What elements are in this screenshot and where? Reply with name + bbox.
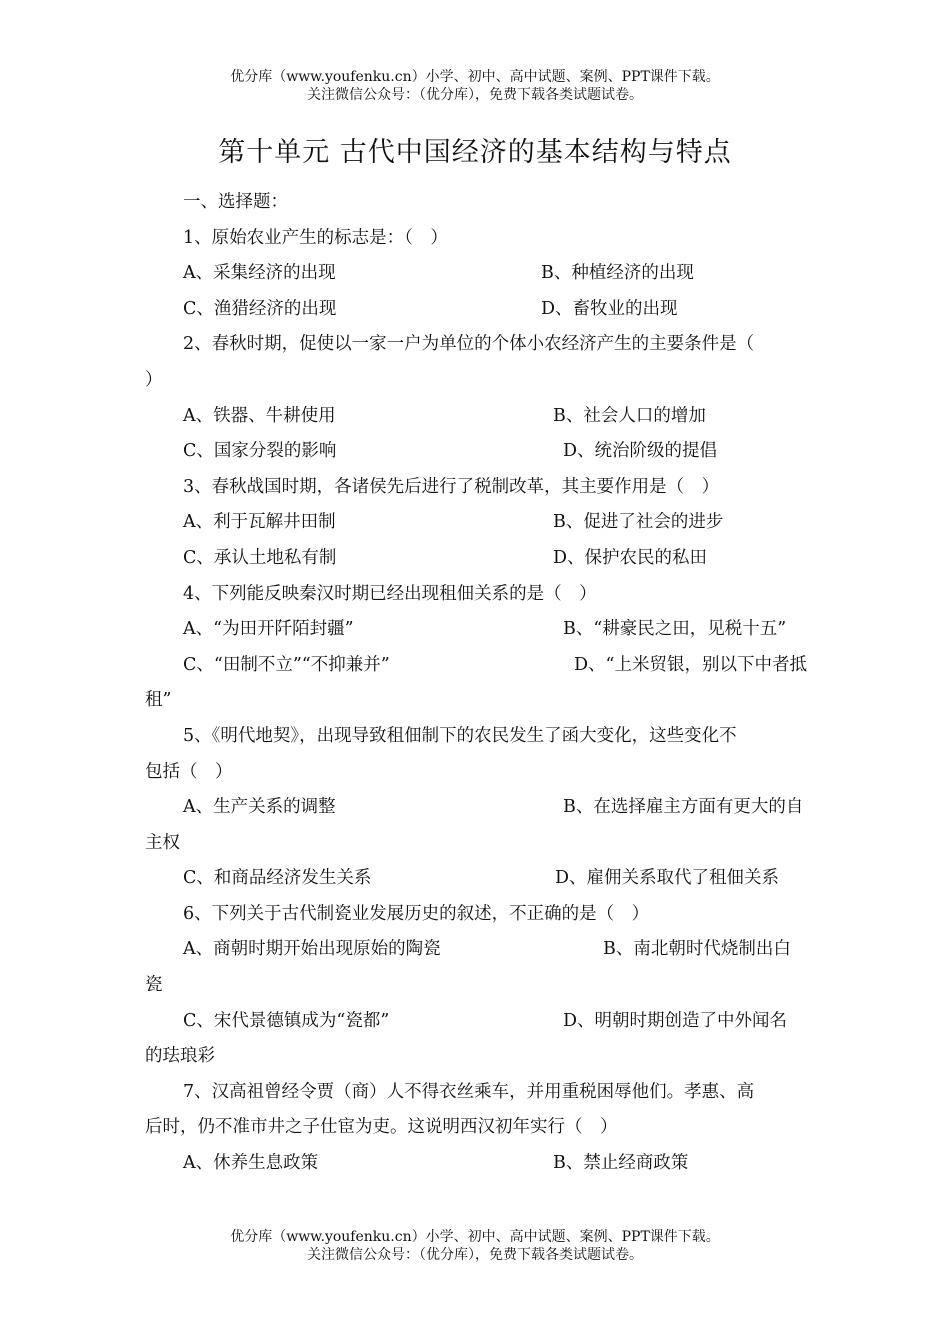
question-2-options-cd — [145, 434, 807, 470]
option-d: D、“上米贸银，别以下中者抵 — [574, 654, 807, 675]
option-b: B、社会人口的增加 — [553, 405, 706, 426]
option-a: A、“为田开阡陌封疆” — [183, 619, 354, 640]
header-line-2: 关注微信公众号：（优分库），免费下载各类试题试卷。 — [307, 87, 643, 103]
footer-line-1: 优分库（www.youfenku.cn）小学、初中、高中试题、案例、PPT课件下载。 — [230, 1229, 720, 1245]
footer-line-2: 关注微信公众号：（优分库），免费下载各类试题试卷。 — [307, 1247, 643, 1263]
question-4-options-cd — [145, 648, 807, 684]
question-1-options-cd — [145, 292, 807, 328]
question-5-option-b-cont: 主权 — [145, 832, 180, 853]
question-4-option-d-cont: 租” — [145, 690, 172, 711]
option-b: B、“耕豪民之田，见税十五” — [563, 619, 787, 640]
option-a: A、休养生息政策 — [183, 1153, 319, 1174]
question-4-stem: 4、下列能反映秦汉时期已经出现租佃关系的是（ ） — [183, 583, 597, 604]
question-6-stem: 6、下列关于古代制瓷业发展历史的叙述，不正确的是（ ） — [183, 903, 650, 924]
question-5-options-ab — [145, 790, 807, 826]
page-header — [0, 68, 950, 104]
question-2-stem: 2、春秋时期，促使以一家一户为单位的个体小农经济产生的主要条件是（ — [183, 334, 755, 355]
option-a: A、利于瓦解井田制 — [183, 512, 336, 533]
question-2-stem-cont: ） — [145, 369, 163, 390]
option-c: C、国家分裂的影响 — [183, 441, 337, 462]
page-footer — [0, 1228, 950, 1264]
option-b: B、禁止经商政策 — [553, 1153, 689, 1174]
question-6-options-ab — [145, 932, 807, 968]
option-b: B、南北朝时代烧制出白 — [603, 939, 791, 960]
option-c: C、宋代景德镇成为“瓷都” — [183, 1010, 390, 1031]
question-5-stem-cont: 包括（ ） — [145, 761, 233, 782]
question-6-option-b-cont: 瓷 — [145, 975, 163, 996]
option-a: A、生产关系的调整 — [183, 797, 336, 818]
question-6-options-cd — [145, 1004, 807, 1040]
option-b: B、促进了社会的进步 — [553, 512, 724, 533]
question-3-options-ab — [145, 505, 807, 541]
question-7-stem: 7、汉高祖曾经令贾（商）人不得衣丝乘车，并用重税困辱他们。孝惠、高 — [183, 1081, 755, 1102]
option-d: D、畜牧业的出现 — [541, 298, 678, 319]
question-5-stem: 5、《明代地契》，出现导致租佃制下的农民发生了函大变化，这些变化不 — [183, 725, 737, 746]
question-4-options-ab — [145, 612, 807, 648]
question-2-options-ab — [145, 399, 807, 435]
question-3-stem: 3、春秋战国时期，各诸侯先后进行了税制改革，其主要作用是（ ） — [183, 476, 720, 497]
header-line-1: 优分库（www.youfenku.cn）小学、初中、高中试题、案例、PPT课件下载。 — [230, 69, 720, 85]
option-c: C、“田制不立”“不抑兼并” — [183, 654, 390, 675]
option-d: D、保护农民的私田 — [553, 547, 708, 568]
option-a: A、铁器、牛耕使用 — [183, 405, 336, 426]
option-a: A、商朝时期开始出现原始的陶瓷 — [183, 939, 441, 960]
option-d: D、明朝时期创造了中外闻名 — [563, 1010, 788, 1031]
option-c: C、和商品经济发生关系 — [183, 868, 372, 889]
page-title: 第十单元 古代中国经济的基本结构与特点 — [218, 137, 732, 168]
question-1-options-ab — [145, 256, 807, 292]
question-list — [145, 185, 807, 1182]
option-d: D、雇佣关系取代了租佃关系 — [555, 868, 780, 889]
question-7-stem-cont: 后时，仍不准市井之子仕宦为吏。这说明西汉初年实行（ ） — [145, 1117, 618, 1138]
section-heading: 一、选择题： — [183, 192, 288, 212]
option-c: C、承认土地私有制 — [183, 547, 337, 568]
question-3-options-cd — [145, 541, 807, 577]
option-d: D、统治阶级的提倡 — [563, 441, 718, 462]
question-7-options-ab — [145, 1146, 807, 1182]
question-5-options-cd — [145, 861, 807, 897]
question-1-stem: 1、原始农业产生的标志是：（ ） — [183, 227, 448, 248]
option-b: B、在选择雇主方面有更大的自 — [563, 797, 804, 818]
option-c: C、渔猎经济的出现 — [183, 298, 337, 319]
question-6-option-d-cont: 的珐琅彩 — [145, 1046, 215, 1067]
option-a: A、采集经济的出现 — [183, 263, 336, 284]
option-b: B、种植经济的出现 — [541, 263, 694, 284]
